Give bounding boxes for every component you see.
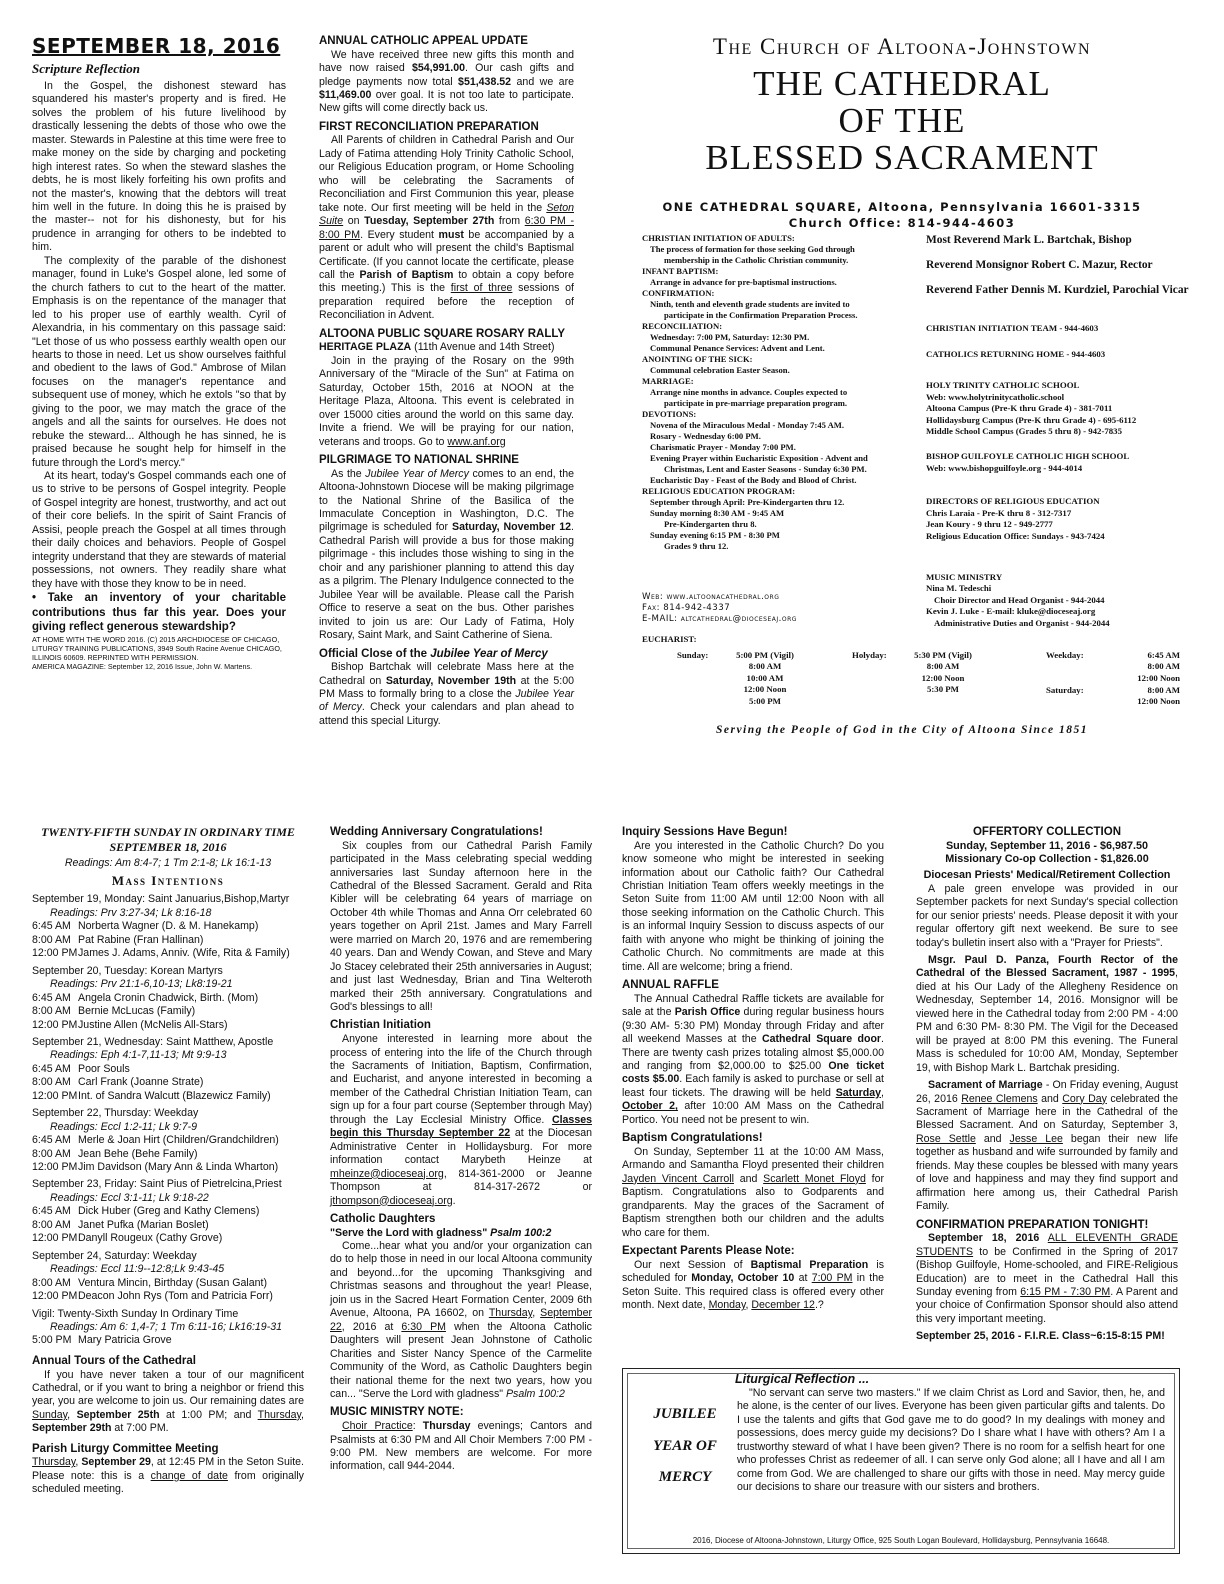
mass-time: 5:30 PM (Vigil) — [914, 650, 972, 660]
section-heading: FIRST RECONCILIATION PREPARATION — [319, 120, 539, 133]
schedule-day-label: Weekday: — [1046, 650, 1084, 660]
day-readings: Readings: Prv 21:1-6,10-13; Lk8:19-21 — [50, 978, 233, 991]
mass-intentions-column — [32, 825, 304, 1497]
confirmation-paragraph: September 18, 2016 ALL ELEVENTH GRADE STUDENTS to be Confirmed in the Spring of 2017 (Bishop Guilfoyle, Home-schooled, and FIRE-Religious Education) are to meet in the Cathedral Hall this Sunday evening from 6:15 PM - 7:30 PM. A Parent and your choice of Confirmation Sponsor should also attend this very important meeting. — [916, 1232, 1179, 1325]
intention-day: September 20, Tuesday: Korean Martyrs — [32, 964, 223, 977]
schedule-day-label: Sunday: — [677, 650, 709, 660]
rosary-paragraph: Join in the praying of the Rosary on the 99th Anniversary of the "Miracle of the Sun" at Fatima on Saturday, October 15th, 2016 at NOON at the Heritage Plaza, Altoona. This event is celebrated in over 15000 cities around the world on this same day. Invite a friend. We will be praying for our nation, veterans and troops. Go to www.anf.org — [319, 354, 574, 448]
masthead — [606, 34, 1198, 231]
day-readings: Readings: Eccl 3:1-11; Lk 9:18-22 — [50, 1191, 209, 1204]
website-link[interactable]: Web: www.altoonacathedral.org — [642, 592, 780, 602]
section-heading: CONFIRMATION PREPARATION TONIGHT! — [916, 1218, 1149, 1231]
sacrament-info-line: Grades 9 thru 12. — [664, 541, 729, 551]
sacrament-info-line: participate in pre-marriage preparation program. — [664, 398, 848, 408]
sacrament-info-line: Sunday morning 8:30 AM - 9:45 AM — [650, 508, 785, 518]
credit-line: AT HOME WITH THE WORD 2016. (C) 2015 ARCHDIOCESE OF CHICAGO, LITURGY TRAINING PUBLICATIONS, 3949 South Racine Avenue CHICAGO, ILLINOIS 60609. REPRINTED WITH PERMISSION. — [32, 634, 282, 662]
section-heading: ANNUAL RAFFLE — [622, 979, 719, 992]
fire-class-line: September 25, 2016 - F.I.R.E. Class~6:15-8:15 PM! — [916, 1330, 1165, 1343]
section-heading: OFFERTORY COLLECTION — [972, 826, 1121, 838]
intentions-list — [32, 893, 304, 1303]
mass-row: 12:00 PM Deacon John Rys (Tom and Patricia Forr) — [32, 1290, 273, 1303]
announcements-column — [319, 34, 574, 728]
mass-time: 8:00 AM — [926, 661, 960, 672]
contact-block — [642, 592, 797, 626]
mass-row: 5:00 PM Mary Patricia Grove — [32, 1334, 172, 1347]
anf-link[interactable]: www.anf.org — [447, 435, 506, 448]
cathedral-title-line: BLESSED SACRAMENT — [705, 137, 1099, 177]
catholic-daughters-paragraph: Come...hear what you and/or your organization can do to help those in need in our local Altoona community and beyond...for the upcoming Thanksgiving and Christmas seasons and throughout the year! Please, join us in the Sacred Heart Formation Center, 2009 6th Avenue, Altoona, PA 16602, on Thursday, September 22, 2016 at 6:30 PM when the Altoona Catholic Daughters will present Jean Johnstone of Catholic Charities and Sister Nancy Spence of the Carmelite Community of the Word, as Catholic Daughters begin their national theme for the next two years, how you can... "Serve the Lord with gladness" Psalm 100:2 — [330, 1240, 592, 1400]
day-readings: Readings: Eph 4:1-7,11-13; Mt 9:9-13 — [50, 1049, 227, 1062]
email-link[interactable]: mheinze@dioceseaj.org — [330, 1167, 444, 1180]
sacrament-info-line: Eucharistic Day - Feast of the Body and Blood of Christ. — [650, 475, 857, 485]
catholic-daughters-theme: "Serve the Lord with gladness" Psalm 100:2 — [330, 1226, 552, 1239]
mass-time: 8:00 AM — [1147, 661, 1180, 672]
mass-row: 12:00 PM James J. Adams, Anniv. (Wife, Rita & Family) — [32, 947, 290, 960]
mass-row: 12:00 PM Int. of Sandra Walcutt (Blazewicz Family) — [32, 1089, 271, 1102]
directory-entry: CHRISTIAN INITIATION TEAM - 944-4603 — [926, 323, 1099, 334]
section-heading: Parish Liturgy Committee Meeting — [32, 1442, 219, 1455]
day-readings: Readings: Eccl 1:2-11; Lk 9:7-9 — [50, 1120, 198, 1133]
intention-day: September 19, Monday: Saint Januarius,Bishop,Martyr — [32, 893, 290, 906]
sacrament-info-line: September through April: Pre-Kindergarten thru 12. — [650, 497, 845, 507]
scripture-reflection-heading: Scripture Reflection — [32, 61, 140, 77]
weekday-times — [1108, 650, 1180, 684]
saturday-times — [1108, 685, 1180, 708]
jubilee-logo: JUBILEE YEAR OF MERCY — [653, 1406, 717, 1485]
sacrament-info-line: CONFIRMATION: — [642, 288, 715, 298]
close-jubilee-paragraph: Bishop Bartchak will celebrate Mass here at the Cathedral on Saturday, November 19th at the 5:00 PM Mass to formally bring to a close the Jubilee Year of Mercy. Check your calendars and plan ahead to attend this special Liturgy. — [319, 661, 574, 727]
email-link[interactable]: E-MAIL: altcathedral@dioceseaj.org — [642, 614, 797, 625]
intention-day: September 21, Wednesday: Saint Matthew, Apostle — [32, 1035, 274, 1048]
section-heading: Official Close of the Jubilee Year of Mercy — [319, 647, 548, 660]
diocese-footer: 2016, Diocese of Altoona-Johnstown, Liturgy Office, 925 South Logan Boulevard, Hollidaysburg, Pennsylvania 16648. — [692, 1536, 1110, 1545]
mass-row: 12:00 PM Justine Allen (McNelis All-Stars) — [32, 1018, 228, 1031]
fax-number: Fax: 814-942-4337 — [642, 603, 731, 614]
sunday-title: TWENTY-FIFTH SUNDAY IN ORDINARY TIME — [41, 825, 295, 839]
wedding-paragraph: Six couples from our Cathedral Parish Family participated in the Mass celebrating special wedding anniversaries last Sunday afternoon here in the Cathedral of the Blessed Sacrament. Gerald and Rita Kibler will be celebrating 64 years of marriage on October 4th while Thomas and Anna Orr celebrated 60 years together on April 21st. James and Mary Farrell were married on March 20, 1976 and are remembering 40 years. Dan and Wendy Cowan, and Steve and Mary Jo Stacey celebrated their 25th anniversaries in August; and just last Wednesday, Brian and Tina Welteroth marked their 25th anniversary. Congratulations and God's blessings to all! — [330, 839, 592, 1014]
mass-time: 5:00 PM — [748, 695, 781, 706]
clergy-directory — [926, 233, 1198, 643]
sacrament-info-line: RELIGIOUS EDUCATION PROGRAM: — [642, 486, 796, 496]
mass-row: 6:45 AM Poor Souls — [32, 1062, 130, 1075]
sacrament-info-line: Communal Penance Services: Advent and Lent. — [650, 343, 825, 353]
section-heading: Baptism Congratulations! — [622, 1132, 763, 1145]
vigil-line: Vigil: Twenty-Sixth Sunday In Ordinary Time — [32, 1307, 239, 1320]
section-heading: Expectant Parents Please Note: — [622, 1245, 795, 1258]
mass-time: 12:00 Noon — [743, 684, 787, 695]
mass-time: 5:30 PM — [926, 684, 959, 695]
holyday-times — [898, 650, 988, 696]
reflection-paragraph: In the Gospel, the dishonest steward has squandered his master's property and is fired. He solves the problem of his future livelihood by drastically lessening the debts of those who owe the master. Stewards in Palestine at this time were free to make money on the side by charging and pocketing high interest rates. So when the steward slashes the debts, he is most likely forfeiting his own profits and not the master's, knowing that the debtors will treat him well in the future. In doing this he is praised by the master-- not for his dishonesty, but for his prudence in arranging for others to be indebted to him. — [32, 79, 286, 254]
mass-row: 8:00 AM Carl Frank (Joanne Strate) — [32, 1076, 204, 1089]
sacrament-info-line: membership in the Catholic Christian community. — [664, 255, 849, 265]
section-heading: Annual Tours of the Cathedral — [32, 1354, 196, 1367]
sacrament-info-line: Rosary - Wednesday 6:00 PM. — [650, 431, 761, 441]
sacrament-info-line: Arrange in advance for pre-baptismal instructions. — [650, 277, 837, 287]
intention-day: September 22, Thursday: Weekday — [32, 1107, 199, 1120]
directory-entry: CATHOLICS RETURNING HOME - 944-4603 — [926, 348, 1106, 359]
reflection-question: • Take an inventory of your charitable contributions thus far this year. Does your giving reflect generous stewardship? — [32, 592, 286, 634]
sacrament-info-line: Ninth, tenth and eleventh grade students are invited to — [650, 299, 850, 309]
email-link[interactable]: jthompson@dioceseaj.org — [330, 1194, 453, 1207]
vigil-readings: Readings: Am 6: 1,4-7; 1 Tm 6:11-16; Lk16:19-31 — [50, 1321, 283, 1334]
sacrament-info-line: participate in the Confirmation Preparation Process. — [664, 310, 858, 320]
section-heading: ANNUAL CATHOLIC APPEAL UPDATE — [319, 35, 528, 47]
tours-paragraph: If you have never taken a tour of our magnificent Cathedral, or if you want to bring a neighbor or friend this year, you are welcome to join us. Our remaining dates are Sunday, September 25th at 1:00 PM; and Thursday, September 29th at 7:00 PM. — [32, 1368, 304, 1435]
sacrament-info-line: Communal celebration Easter Season. — [650, 365, 790, 375]
schedule-day-label: Holyday: — [852, 650, 887, 660]
sunday-date: SEPTEMBER 18, 2016 — [109, 840, 227, 855]
section-heading: MUSIC MINISTRY NOTE: — [330, 1406, 464, 1419]
panza-paragraph: Msgr. Paul D. Panza, Fourth Rector of the Cathedral of the Blessed Sacrament, 1987 - 1995, died at his Our Lady of the Allegheny Residence on Wednesday, September 14, 2016. Monsignor will be viewed here in the Cathedral today from 2:00 PM - 4:00 PM and 6:30 PM- 8:30 PM. The Vigil for the Deceased will be prayed at 8:00 PM this evening. The Funeral Mass is scheduled for 10:00 AM, Monday, September 19, with Bishop Mark L. Bartchak presiding. — [916, 953, 1178, 1074]
church-name: The Church of Altoona-Johnstown — [712, 34, 1092, 59]
priests-collection-paragraph: A pale green envelope was provided in our September packets for next Sunday's special collection for our senior priests' needs. Please deposit it with your regular offertory gift next weekend. Be sure to see today's bulletin insert also with a "Prayer for Priests". — [916, 882, 1178, 949]
mass-time: 12:00 Noon — [1137, 696, 1180, 707]
mass-row: 6:45 AM Merle & Joan Hirt (Children/Grandchildren) — [32, 1134, 279, 1147]
clergy-name: Most Reverend Mark L. Bartchak, Bishop — [926, 234, 1132, 246]
appeal-paragraph: We have received three new gifts this month and have now raised $54,991.00. Our cash gifts and pledge payments now total $51,438.52 and we are $11,469.00 over goal. It is not too late to participate. New gifts will come directly back us. — [319, 48, 575, 115]
mass-row: 6:45 AM Norberta Wagner (D. & M. Hanekamp) — [32, 920, 259, 933]
mass-time: 12:00 Noon — [1137, 672, 1180, 683]
music-ministry-paragraph: Choir Practice: Thursday evenings; Cantors and Psalmists at 6:30 PM and All Choir Members 7:00 PM - 9:00 PM. New members are welcome. For more information, call 944-2044. — [330, 1420, 592, 1473]
serving-tagline: Serving the People of God in the City of Altoona Since 1851 — [715, 724, 1089, 736]
liturgy-committee-paragraph: Thursday, September 29, at 12:45 PM in the Seton Suite. Please note: this is a change of date from originally scheduled meeting. — [32, 1456, 304, 1496]
raffle-paragraph: The Annual Cathedral Raffle tickets are available for sale at the Parish Office during regular business hours (9:30 AM- 5:30 PM) Monday through Friday and after all weekend Masses at the Cathedral Square door. There are twenty cash prizes totaling almost $5,000.00 and ranging from $2,000.00 to $25.00 One ticket costs $5.00. Each family is asked to purchase or sell at least four tickets. The drawing will be held Saturday, October 2, after 10:00 AM Mass on the Cathedral Portico. You need not be present to win. — [622, 992, 884, 1126]
rosary-subheading: HERITAGE PLAZA (11th Avenue and 14th Street) — [319, 341, 555, 354]
sunday-times — [720, 650, 810, 707]
bulletin-date: SEPTEMBER 18, 2016 — [32, 34, 281, 58]
mass-row: 8:00 AM Jean Behe (Behe Family) — [32, 1147, 198, 1160]
cathedral-title-line: THE CATHEDRAL — [753, 64, 1051, 103]
mass-row: 6:45 AM Angela Cronin Chadwick, Birth. (Mom) — [32, 991, 259, 1004]
mass-row: 12:00 PM Jim Davidson (Mary Ann & Linda Wharton) — [32, 1161, 279, 1174]
reflection-paragraph: At its heart, today's Gospel commands each one of us to strive to be persons of Gospel integrity. People of Gospel integrity are honest, trustworthy, and act out of their core beliefs. In the spirit of Saint Francis of Assisi, people preach the Gospel at all times through their daily choices and behaviors. People of Gospel integrity understand that they are stewards of material possessions, not owners. They readily share what they have with those they know to be in need. — [32, 470, 286, 590]
mass-row: 6:45 AM Dick Huber (Greg and Kathy Clemens) — [32, 1205, 260, 1218]
inquiry-paragraph: Are you interested in the Catholic Church? Do you know someone who might be interested in seeking information about our Catholic faith? Our Cathedral Christian Initiation Team offers weekly meetings in the Seton Suite from 11:00 AM until 12:00 Noon with all those seeking information on the Catholic Church. This is an informal Inquiry Session to discuss aspects of our faith with anyone who might be thinking of joining the Catholic Church. No commitments are made at this time. All are welcome; bring a friend. — [622, 839, 884, 973]
address-line: ONE CATHEDRAL SQUARE, Altoona, Pennsylvania 16601-3315 — [662, 200, 1142, 215]
sacrament-info-line: Sunday evening 6:15 PM - 8:30 PM — [650, 530, 780, 540]
sacrament-info-line: Pre-Kindergarten thru 8. — [664, 519, 757, 529]
section-heading: Diocesan Priests' Medical/Retirement Collection — [923, 869, 1171, 881]
cathedral-title-line: OF THE — [838, 100, 966, 140]
mass-time: 10:00 AM — [746, 672, 784, 683]
clergy-name: Reverend Father Dennis M. Kurdziel, Parochial Vicar — [926, 283, 1189, 296]
sacrament-info-line: CHRISTIAN INITIATION OF ADULTS: — [642, 233, 795, 243]
office-phone: Church Office: 814-944-4603 — [788, 215, 1016, 230]
sacrament-news-column — [622, 825, 884, 1312]
marriage-paragraph: Sacrament of Marriage - On Friday evening, August 26, 2016 Renee Clemens and Cory Day celebrated the Sacrament of Marriage here in the Cathedral of the Blessed Sacrament. And on Saturday, September 3, Rose Settle and Jesse Lee began their new life together as husband and wife surrounded by family and friends. May these couples be blessed with many years of love and happiness and may they find support and affirmation here among us, their Cathedral Parish Family. — [916, 1079, 1179, 1213]
section-heading: Christian Initiation — [330, 1019, 431, 1032]
music-ministry-block: MUSIC MINISTRY Nina M. Tedeschi Choir Director and Head Organist - 944-2044 Kevin J. Luke - E-mail: kluke@dioceseaj.org Administrative Duties and Organist - 944-2044 — [926, 571, 1110, 628]
liturgical-reflection-text: "No servant can serve two masters." If we claim Christ as Lord and Savior, then, he, and he alone, is the center of our lives. Everyone has been given particular gifts and talents. Do I use the talents and gifts that God gave me to do good? In my dealings with money and possessions, does mercy guide my decisions? Do I share what I have with others? Am I a trustworthy steward of what I have been given? There is no room for a selfish heart for one who professes Christ as redeemer of all. I can serve only God alone; all I have and all I am come from God. We are challenged to share our gifts with those in need. May mercy guide our decisions to share our treasure with our sisters and brothers. — [737, 1387, 1165, 1494]
sacrament-info-line: ANOINTING OF THE SICK: — [642, 354, 753, 364]
section-heading: ALTOONA PUBLIC SQUARE ROSARY RALLY — [319, 327, 565, 340]
mass-row: 8:00 AM Ventura Mincin, Birthday (Susan Galant) — [32, 1276, 268, 1289]
sacraments-info — [642, 233, 912, 552]
religious-education-block: DIRECTORS OF RELIGIOUS EDUCATION Chris Laraia - Pre-K thru 8 - 312-7317 Jean Koury - 9 thru 12 - 949-2777 Religious Education Office: Sundays - 943-7424 — [926, 496, 1105, 541]
mass-time: 12:00 Noon — [921, 672, 965, 683]
offertory-line: Missionary Co-op Collection - $1,826.00 — [945, 853, 1149, 866]
scripture-reflection-column — [32, 34, 286, 671]
day-readings: Readings: Prv 3:27-34; Lk 8:16-18 — [50, 906, 212, 919]
expectant-parents-paragraph: Our next Session of Baptismal Preparation is scheduled for Monday, October 10 at 7:00 PM in the Seton Suite. This required class is offered every other month. Next date, Monday, December 12.? — [622, 1258, 885, 1311]
sacrament-info-line: INFANT BAPTISM: — [642, 266, 719, 276]
liturgical-reflection-title: Liturgical Reflection ... — [735, 1372, 870, 1386]
schedule-day-label: Saturday: — [1046, 685, 1084, 695]
mass-row: 8:00 AM Bernie McLucas (Family) — [32, 1005, 196, 1018]
sacrament-info-line: Evening Prayer within Eucharistic Exposition - Advent and — [650, 453, 868, 463]
sacrament-info-line: Wednesday: 7:00 PM, Saturday: 12:30 PM. — [650, 332, 810, 342]
mass-row: 12:00 PM Danyll Rougeux (Cathy Grove) — [32, 1232, 223, 1245]
sacrament-info-line: MARRIAGE: — [642, 376, 694, 386]
collections-column — [916, 825, 1178, 1344]
pilgrimage-paragraph: As the Jubilee Year of Mercy comes to an end, the Altoona-Johnstown Diocese will be making pilgrimage to the National Shrine of the Basilica of the Immaculate Conception in Washington, D.C. The pilgrimage is scheduled for Saturday, November 12. Cathedral Parish will provide a bus for those making pilgrimage - this includes those wishing to sing in the choir and any parishioner planning to attend this day as a pilgrim. The Plenary Indulgence connected to the Jubilee Year will be available. Please call the Parish Office to reserve a seat on the bus. Other parishes invited to join us are: Our Lady of Fatima, Holy Rosary, Saint Mark, and Saint Catherine of Siena. — [319, 467, 574, 642]
reflection-paragraph: The complexity of the parable of the dishonest manager, found in Luke's Gospel alone, led some of the church fathers to cut to the heart of the matter. Emphasis is on the repentance of the manager that led to his proper use of earthly wealth. Cyril of Alexandria, in his commentary on this passage said: "Let those of us who possess earthly wealth open our hearts to those in need. Let us show ourselves faithful and obedient to the laws of God." Ambrose of Milan focuses on the manager's repentance and subsequent use of money, which he extols "so that by giving to the poor, we may match the grace of the angels and all the saints for ourselves. He does not rebuke the steward... Although he has sinned, he is praised because he sought help for himself in the future through the Lord's mercy." — [32, 254, 286, 469]
intention-day: September 23, Friday: Saint Pius of Pietrelcina,Priest — [32, 1178, 282, 1191]
mass-time: 5:00 PM (Vigil) — [736, 650, 794, 660]
liturgical-reflection-box — [622, 1368, 1180, 1554]
section-heading: Inquiry Sessions Have Begun! — [622, 826, 788, 838]
sacrament-info-line: Novena of the Miraculous Medal - Monday 7:45 AM. — [650, 420, 845, 430]
mass-time: 6:45 AM — [1147, 650, 1180, 660]
baptism-paragraph: On Sunday, September 11 at the 10:00 AM Mass, Armando and Samantha Floyd presented their children Jayden Vincent Carroll and Scarlett Monet Floyd for Baptism. Congratulations also to Godparents and grandparents. May the graces of the Sacrament of Baptism strengthen both our children and the adults who care for them. — [622, 1145, 884, 1239]
mass-row: 8:00 AM Janet Pufka (Marian Boslet) — [32, 1218, 209, 1231]
mass-time: 8:00 AM — [748, 661, 782, 672]
sacrament-info-line: Arrange nine months in advance. Couples expected to — [650, 387, 848, 397]
section-heading: PILGRIMAGE TO NATIONAL SHRINE — [319, 454, 519, 467]
intention-day: September 24, Saturday: Weekday — [32, 1249, 197, 1262]
sacrament-info-line: Charismatic Prayer - Monday 7:00 PM. — [650, 442, 796, 452]
high-school-block: BISHOP GUILFOYLE CATHOLIC HIGH SCHOOL Web: www.bishopguilfoyle.org - 944-4014 — [926, 451, 1130, 473]
parish-news-column — [330, 825, 592, 1474]
mass-time: 8:00 AM — [1147, 685, 1180, 695]
section-heading: Catholic Daughters — [330, 1212, 436, 1225]
reconciliation-paragraph: All Parents of children in Cathedral Parish and Our Lady of Fatima attending Holy Trinity Catholic School, our Religious Education program, or Home Schooling who will be celebrating the Sacraments of Reconciliation and First Communion this year, please take note. Our first meeting will be held in the Seton Suite on Tuesday, September 27th from 6:30 PM - 8:00 PM. Every student must be accompanied by a parent or adult who will present the child's Baptismal Certificate. (If you cannot locate the certificate, please call the Parish of Baptism to obtain a copy before this meeting.) This is the first of three sessions of preparation required before the reception of Reconciliation in Advent. — [319, 134, 575, 322]
mass-row: 8:00 AM Pat Rabine (Fran Hallinan) — [32, 933, 204, 946]
sacrament-info-line: RECONCILIATION: — [642, 321, 723, 331]
sacrament-info-line: Christmas, Lent and Easter Seasons - Sunday 6:30 PM. — [664, 464, 867, 474]
section-heading: Wedding Anniversary Congratulations! — [330, 826, 543, 838]
mass-intentions-heading: Mass Intentions — [111, 872, 225, 888]
sacrament-info-line: The process of formation for those seeking God through — [650, 244, 855, 254]
offertory-line: Sunday, September 11, 2016 - $6,987.50 — [945, 839, 1149, 852]
sunday-readings: Readings: Am 8:4-7; 1 Tm 2:1-8; Lk 16:1-13 — [64, 857, 272, 870]
initiation-paragraph: Anyone interested in learning more about the process of entering into the life of the Church through the Sacraments of Initiation, Baptism, Confirmation, and Eucharist, and anyone interested in becoming a member of the Cathedral Christian Initiation Team, can sign up for a four part course (September through May) through the Lay Ecclesial Ministry Office. Classes begin this Thursday September 22 at the Diocesan Administrative Center in Hollidaysburg. For more information contact Marybeth Heinze at mheinze@dioceseaj.org, 814-361-2000 or Jeanne Thompson at 814-317-2672 or jthompson@dioceseaj.org. — [330, 1033, 592, 1207]
clergy-name: Reverend Monsignor Robert C. Mazur, Rector — [926, 258, 1153, 271]
school-block: HOLY TRINITY CATHOLIC SCHOOL Web: www.holytrinitycatholic.school Altoona Campus (Pre-K thru Grade 4) - 381-7011 Hollidaysburg Campus (Pre-K thru Grade 4) - 695-6112 Middle School Campus (Grades 5 thru 8) - 942-7835 — [926, 380, 1137, 437]
eucharist-label: EUCHARIST: — [642, 634, 697, 644]
sacrament-info-line: DEVOTIONS: — [642, 409, 697, 419]
credit-line: AMERICA MAGAZINE: September 12, 2016 Issue, John W. Martens. — [32, 661, 253, 671]
day-readings: Readings: Eccl 11:9--12:8;Lk 9:43-45 — [50, 1263, 225, 1276]
